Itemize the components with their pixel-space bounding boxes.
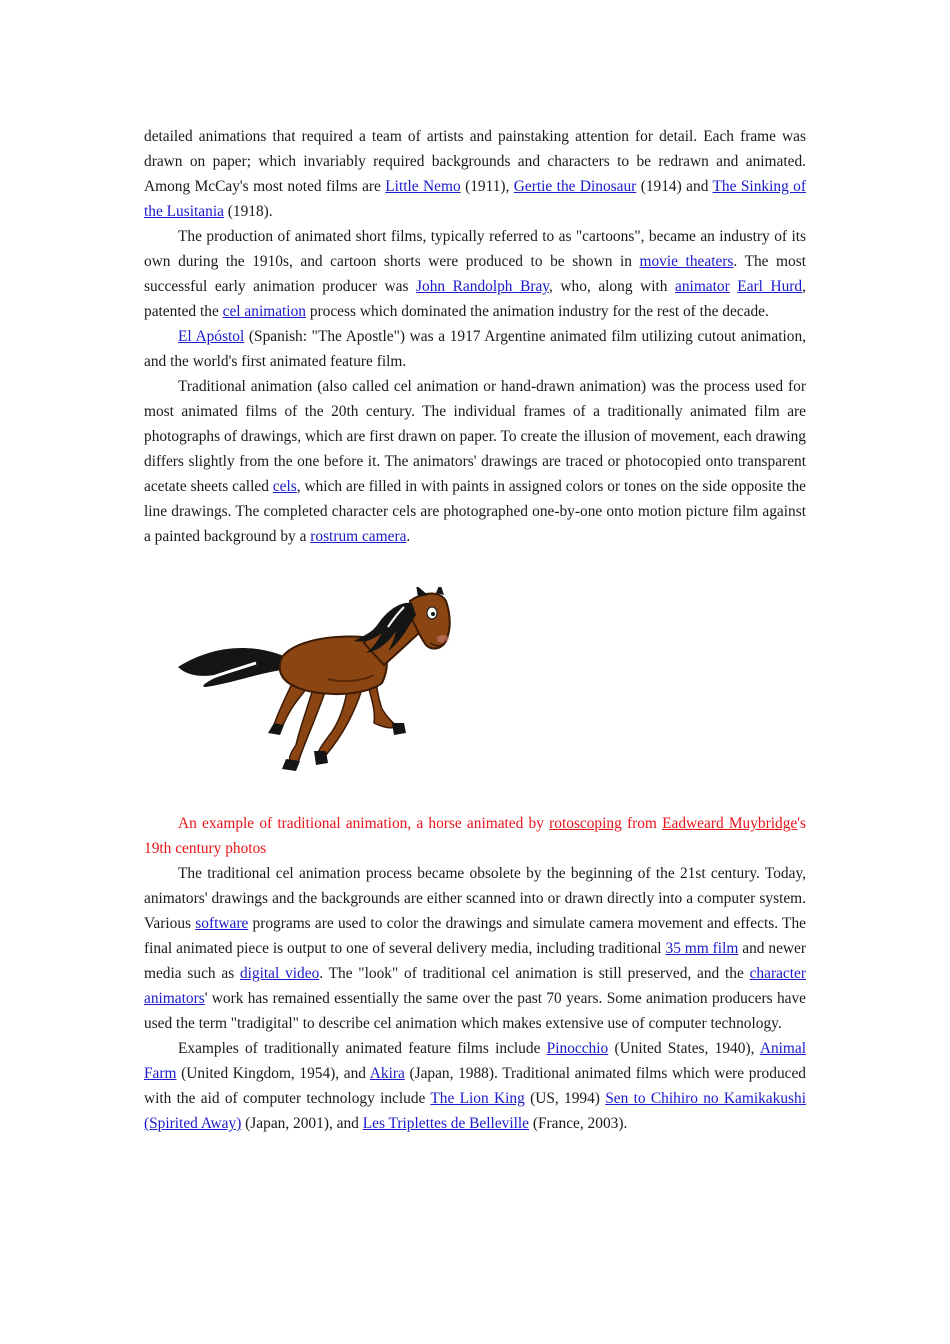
text: , who, along with xyxy=(549,278,676,295)
link-pinocchio[interactable]: Pinocchio xyxy=(546,1040,609,1057)
paragraph-cartoons xyxy=(144,224,806,324)
text: Traditional animation (also called cel animation or hand-drawn animation) was the process used for most animated films of the 20th century. The individual frames of a traditionally animated film are photographs of drawings, which are first drawn on paper. To create the illusion of movement, each drawing differs slightly from the one before it. The animators' drawings are traced or photocopied onto transparent acetate sheets called xyxy=(144,378,806,495)
link-cel-animation[interactable]: cel animation xyxy=(222,303,306,320)
link-john-randolph-bray[interactable]: John Randolph Bray xyxy=(416,278,549,295)
text: (Japan, 1988). Traditional animated films which were produced with the aid of computer technology include xyxy=(144,1065,807,1107)
text: ' work has remained essentially the same over the past 70 years. Some animation producers have used the term "tradigital" to describe cel animation which makes extensive use of computer technology. xyxy=(144,990,806,1032)
text: The production of animated short films, typically referred to as "cartoons", became an industry of its own during the 1910s, and cartoon shorts were produced to be shown in xyxy=(144,228,806,270)
document-page xyxy=(144,124,806,1136)
link-sinking-of-the-lusitania[interactable]: The Sinking of the Lusitania xyxy=(144,178,806,220)
text: from xyxy=(621,815,663,832)
link-digital-video[interactable]: digital video xyxy=(239,965,320,982)
link-character-animators[interactable]: character animators xyxy=(144,965,806,1007)
text: , patented the xyxy=(144,278,806,320)
text: programs are used to color the drawings and simulate camera movement and effects. The final animated piece is output to one of several delivery media, including traditional xyxy=(144,915,806,957)
paragraph-examples xyxy=(144,1036,806,1136)
link-earl-hurd[interactable]: Earl Hurd xyxy=(737,278,803,295)
text: and newer media such as xyxy=(144,940,806,982)
paragraph-el-apostol xyxy=(144,324,806,374)
link-cels[interactable]: cels xyxy=(272,478,297,495)
link-movie-theaters[interactable]: movie theaters xyxy=(639,253,734,270)
text: (France, 2003). xyxy=(529,1115,628,1132)
paragraph-obsolete-process xyxy=(144,861,806,1036)
text: . The "look" of traditional cel animation is still preserved, and the xyxy=(319,965,750,982)
text: The traditional cel animation process became obsolete by the beginning of the 21st century. Today, animators' drawings and the backgrounds are either scanned into or drawn directly into a computer system. Various xyxy=(144,865,806,932)
text: (United States, 1940), xyxy=(608,1040,760,1057)
galloping-horse-icon xyxy=(178,587,458,777)
text: . xyxy=(406,528,411,545)
link-animator[interactable]: animator xyxy=(675,278,730,295)
link-animal-farm[interactable]: Animal Farm xyxy=(144,1040,807,1082)
link-eadweard-muybridge[interactable]: Eadweard Muybridge xyxy=(662,815,798,832)
link-the-lion-king[interactable]: The Lion King xyxy=(430,1090,525,1107)
text: , which are filled in with paints in assigned colors or tones on the side opposite the line drawings. The completed character cels are photographed one-by-one onto motion picture film against a painted background by a xyxy=(144,478,806,545)
text: 's 19th century photos xyxy=(144,815,806,857)
text: process which dominated the animation industry for the rest of the decade. xyxy=(305,303,769,320)
paragraph-mccay xyxy=(144,124,806,224)
horse-figure xyxy=(144,549,806,811)
link-spirited-away[interactable]: Sen to Chihiro no Kamikakushi (Spirited Away) xyxy=(144,1090,806,1132)
text: Examples of traditionally animated feature films include xyxy=(178,1040,547,1057)
text: (Japan, 2001), and xyxy=(241,1115,363,1132)
text: (US, 1994) xyxy=(524,1090,606,1107)
text: detailed animations that required a team of artists and painstaking attention for detail. Each frame was drawn on paper; which invariably required backgrounds and characters to be redrawn and animated. Among McCay's most noted films are xyxy=(144,128,806,195)
text: (1911), xyxy=(460,178,514,195)
link-rotoscoping[interactable]: rotoscoping xyxy=(549,815,622,832)
text: (Spanish: "The Apostle") was a 1917 Argentine animated film utilizing cutout animation, and the world's first animated feature film. xyxy=(144,328,807,370)
link-35mm-film[interactable]: 35 mm film xyxy=(665,940,739,957)
link-les-triplettes-de-belleville[interactable]: Les Triplettes de Belleville xyxy=(362,1115,530,1132)
text: (United Kingdom, 1954), and xyxy=(176,1065,370,1082)
link-gertie-the-dinosaur[interactable]: Gertie the Dinosaur xyxy=(513,178,637,195)
text: . The most successful early animation producer was xyxy=(144,253,806,295)
link-el-apostol[interactable]: El Apóstol xyxy=(178,328,245,345)
link-akira[interactable]: Akira xyxy=(369,1065,405,1082)
paragraph-traditional-animation xyxy=(144,374,806,549)
text: (1918). xyxy=(223,203,273,220)
link-rostrum-camera[interactable]: rostrum camera xyxy=(310,528,407,545)
link-little-nemo[interactable]: Little Nemo xyxy=(385,178,461,195)
text: (1914) and xyxy=(636,178,713,195)
text: An example of traditional animation, a horse animated by xyxy=(178,815,550,832)
link-software[interactable]: software xyxy=(195,915,249,932)
figure-caption xyxy=(144,811,806,861)
